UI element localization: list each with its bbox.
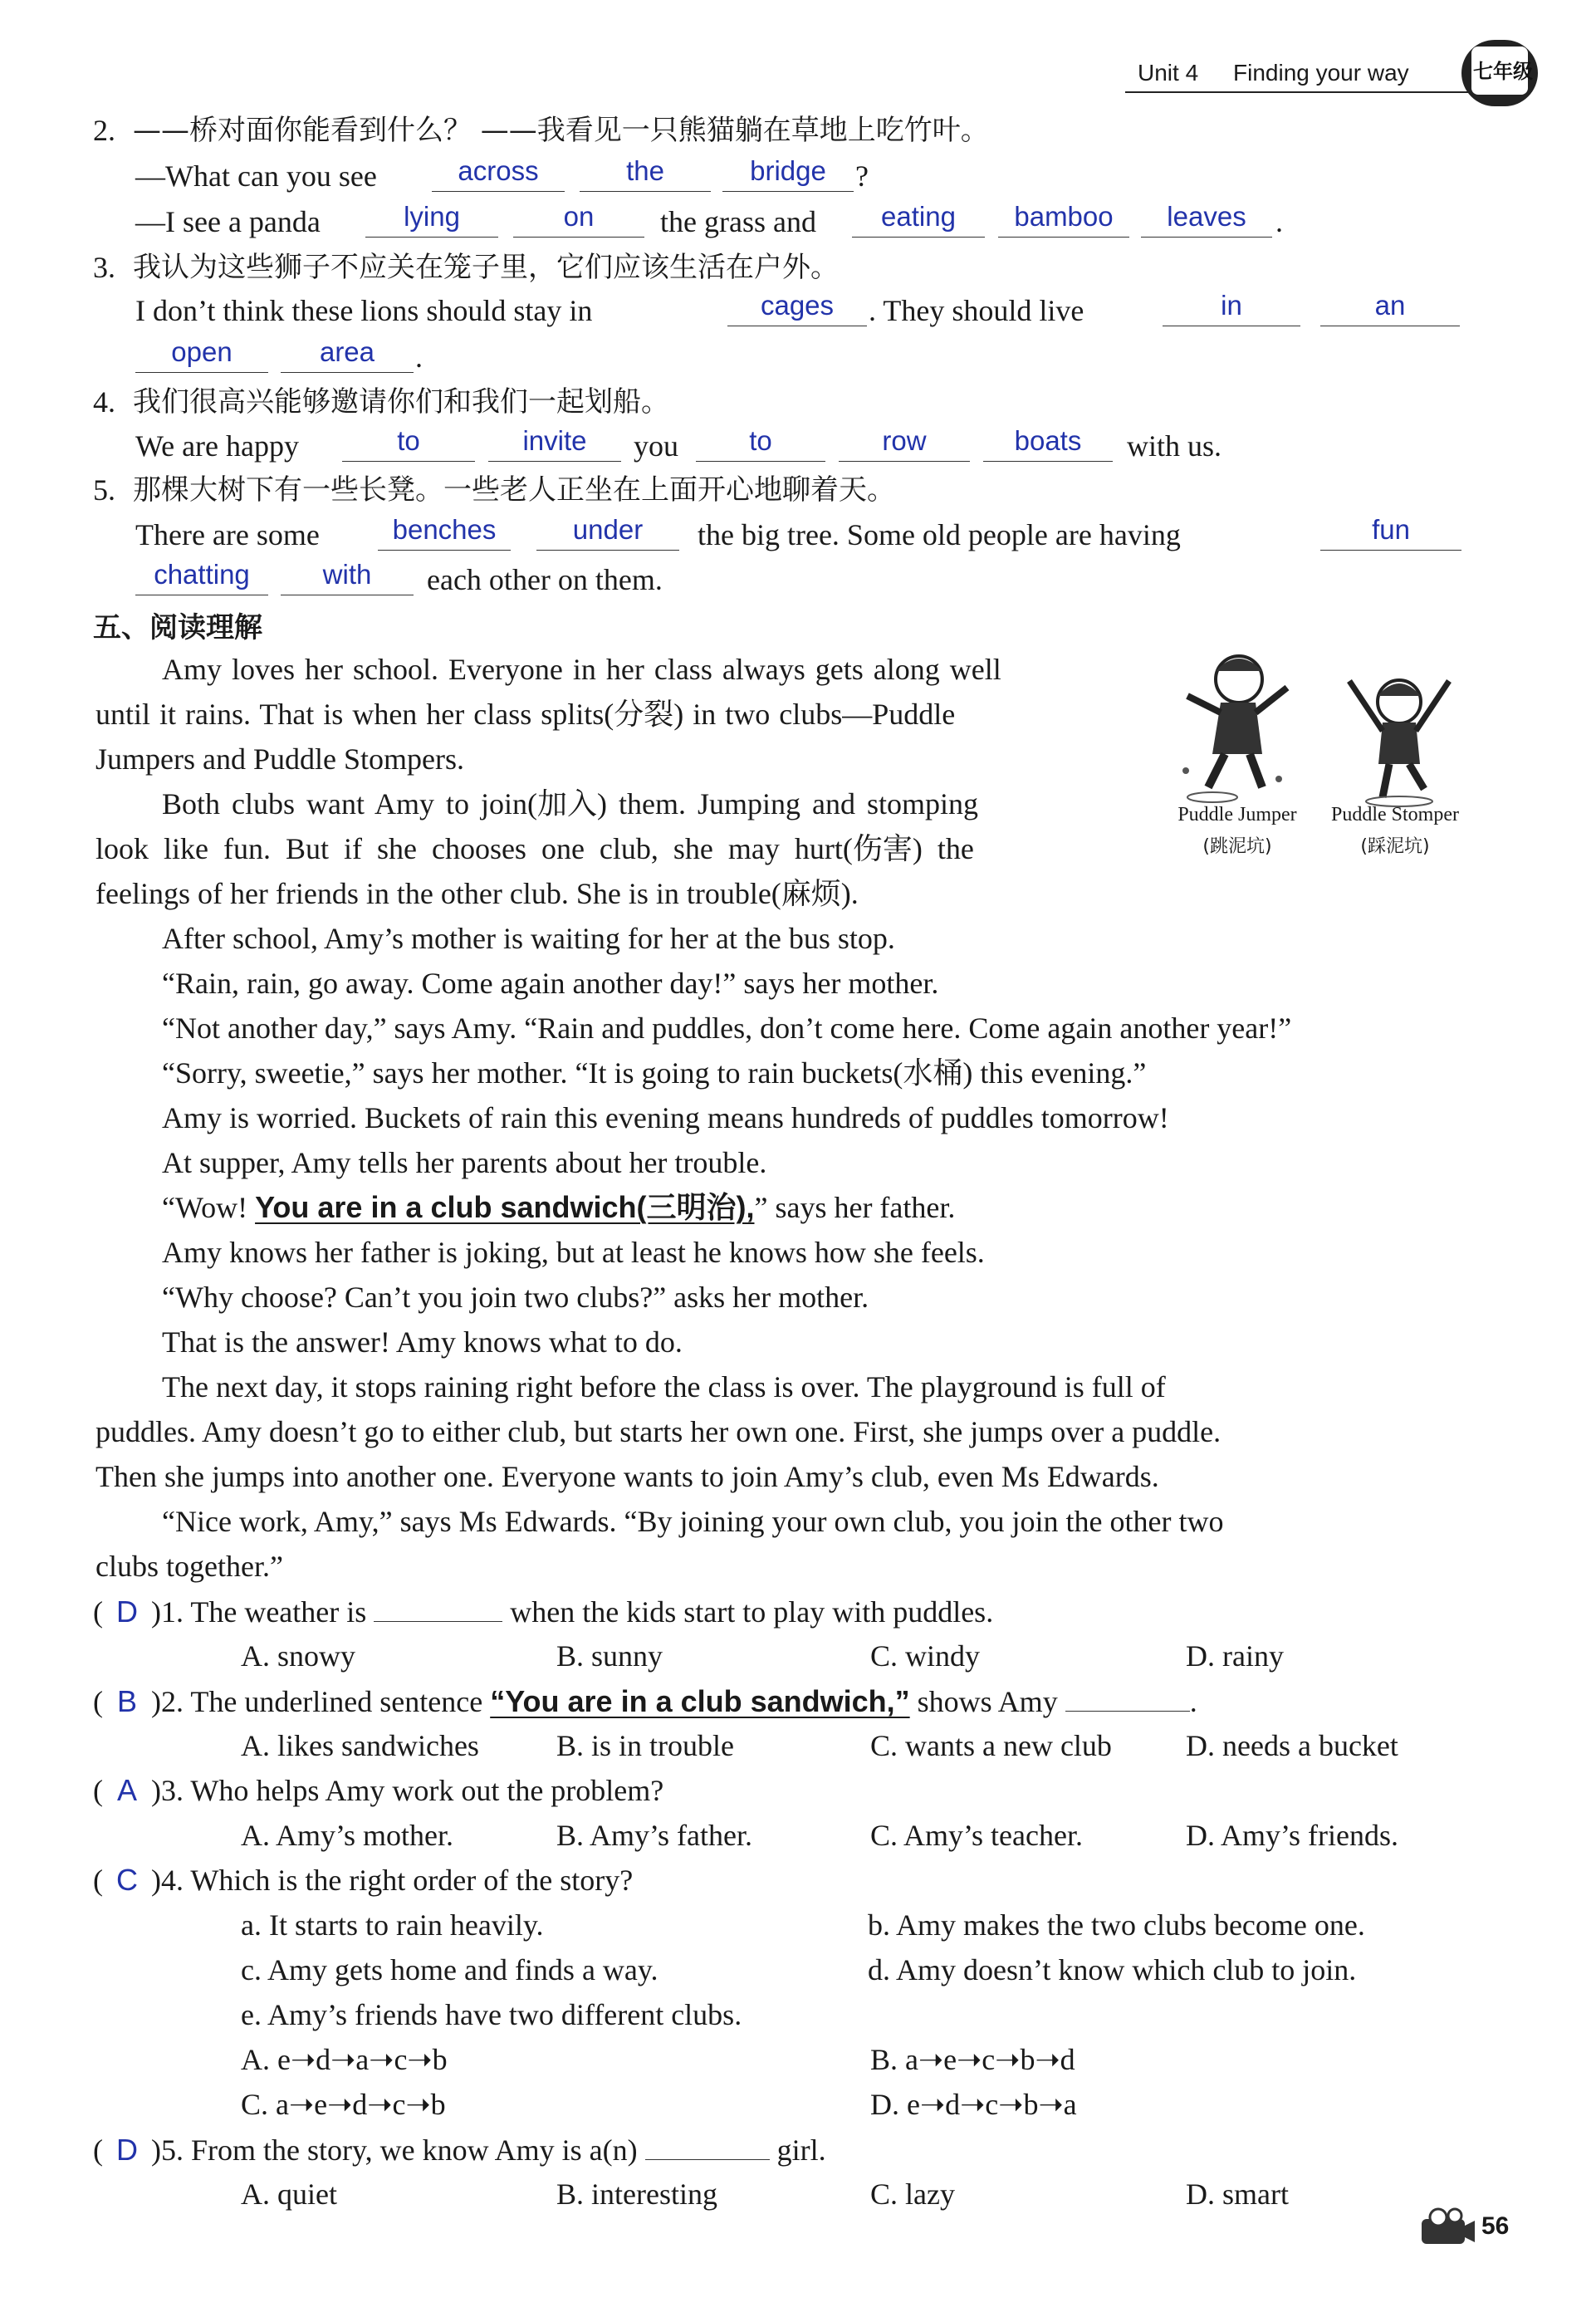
q3-chinese: 我认为这些狮子不应关在笼子里，它们应该生活在户外。 [133,251,839,284]
header-rule [1125,91,1474,93]
story-item: a. It starts to rain heavily. [241,1908,544,1942]
caption-jumper: Puddle Jumper [1177,804,1297,825]
question-answer[interactable]: D [116,1594,138,1629]
underlined-sentence: You are in a club sandwich(三明治), [255,1190,755,1224]
answer-blank[interactable] [1065,1683,1190,1712]
header-title: Finding your way [1233,60,1409,86]
option[interactable]: B. is in trouble [556,1729,734,1762]
q5-line1-a: There are some [135,518,320,551]
grade-badge [1461,40,1538,106]
answer-blank[interactable]: open [135,336,268,373]
answer-blank[interactable]: under [536,513,679,551]
q2-number: 2. [93,114,115,147]
option[interactable]: B. a➝e➝c➝b➝d [870,2043,1075,2076]
answer-blank[interactable]: across [432,154,565,192]
paren: ( [93,1774,103,1807]
puddle-jumper-illustration [1163,646,1308,808]
option[interactable]: D. needs a bucket [1186,1729,1398,1762]
question-stem-end: . [1189,1685,1197,1718]
option[interactable]: D. Amy’s friends. [1186,1819,1398,1852]
passage-line: puddles. Amy doesn’t go to either club, but starts her own one. First, she jumps over a puddle. [95,1415,1221,1448]
question-stem: The weather is [190,1595,367,1629]
passage-line: clubs together.” [95,1550,283,1583]
wow-tail: ” says her father. [754,1191,956,1224]
section-title: 五、阅读理解 [93,611,262,644]
story-item: d. Amy doesn’t know which club to join. [868,1953,1357,1986]
answer-blank[interactable]: to [696,424,825,462]
option[interactable]: D. e➝d➝c➝b➝a [870,2088,1077,2121]
passage-line: look like fun. But if she chooses one club, she may hurt(伤害) the [95,832,974,865]
paren: ( [93,1864,103,1897]
passage-line: The next day, it stops raining right before the class is over. The playground is full of [162,1370,1166,1403]
q5-line2-a: each other on them. [427,563,663,596]
answer-blank[interactable]: fun [1320,513,1461,551]
q2-chinese: ——桥对面你能看到什么？ ——我看见一只熊猫躺在草地上吃竹叶。 [133,114,989,147]
answer-blank[interactable]: area [281,336,414,373]
q2-line2-b: the grass and [660,205,816,238]
question-2 [93,1683,1197,1720]
paren: ( [93,1685,103,1718]
question-stem-tail: when the kids start to play with puddles. [510,1595,994,1629]
option[interactable]: C. lazy [870,2177,955,2211]
question-5 [93,2131,826,2168]
q2-line2-c: . [1275,205,1283,238]
question-stem: From the story, we know Amy is a(n) [191,2133,638,2167]
option[interactable]: B. interesting [556,2177,717,2211]
answer-blank[interactable] [645,2131,770,2160]
q4-number: 4. [93,385,115,419]
paren: ( [93,1595,103,1629]
answer-blank[interactable]: chatting [135,558,268,595]
q3-line1-a: I don’t think these lions should stay in [135,294,593,327]
q3-line1-b: . They should live [869,294,1084,327]
passage-line: After school, Amy’s mother is waiting for her at the bus stop. [162,922,895,955]
option[interactable]: D. rainy [1186,1639,1284,1673]
passage-line: Amy loves her school. Everyone in her class always gets along well [162,653,1001,686]
answer-blank[interactable]: bridge [722,154,854,192]
answer-blank[interactable]: eating [852,200,985,238]
question-4 [93,1862,633,1898]
question-answer[interactable]: D [116,2133,138,2167]
q2-line1-b: ? [855,159,869,193]
answer-blank[interactable]: to [342,424,475,462]
answer-blank[interactable]: bamboo [998,200,1129,238]
answer-blank[interactable]: row [839,424,970,462]
option[interactable]: A. likes sandwiches [241,1729,479,1762]
grade-label: 七年级 [1473,60,1533,83]
question-number: )5. [151,2133,184,2167]
passage-line: “Rain, rain, go away. Come again another day!” says her mother. [162,967,939,1000]
passage-line: “Sorry, sweetie,” says her mother. “It is going to rain buckets(水桶) this evening.” [162,1056,1147,1090]
story-item: e. Amy’s friends have two different clubs. [241,1998,742,2031]
question-stem-bold: “You are in a club sandwich,” [490,1684,910,1718]
passage-line: At supper, Amy tells her parents about her trouble. [162,1146,767,1179]
page-number: 56 [1481,2212,1510,2240]
question-number: )3. [151,1774,184,1807]
question-number: )2. [151,1685,184,1718]
answer-blank[interactable]: an [1320,289,1460,326]
caption-stomper: Puddle Stomper [1331,804,1459,825]
passage-line: “Why choose? Can’t you join two clubs?” asks her mother. [162,1281,869,1314]
option[interactable]: A. quiet [241,2177,337,2211]
question-answer[interactable]: C [116,1863,138,1897]
q4-line1-a: We are happy [135,429,299,463]
wow-lead: “Wow! [162,1191,256,1224]
question-stem: Who helps Amy work out the problem? [190,1774,664,1807]
q5-chinese: 那棵大树下有一些长凳。一些老人正坐在上面开心地聊着天。 [133,473,895,507]
passage-line: That is the answer! Amy knows what to do. [162,1325,683,1359]
passage-line: Jumpers and Puddle Stompers. [95,742,464,776]
q3-number: 3. [93,251,115,284]
option[interactable]: C. wants a new club [870,1729,1112,1762]
question-stem: Which is the right order of the story? [190,1864,634,1897]
option[interactable]: A. snowy [241,1639,356,1673]
q2-line1-a: —What can you see [135,159,377,193]
header-unit: Unit 4 [1138,60,1199,86]
passage-line: Amy is worried. Buckets of rain this evening means hundreds of puddles tomorrow! [162,1101,1169,1134]
question-number: )1. [151,1595,184,1629]
caption-jumper-cn: (跳泥坑) [1202,836,1272,857]
option[interactable]: B. sunny [556,1639,663,1673]
answer-blank[interactable]: benches [378,513,511,551]
passage-line: “Nice work, Amy,” says Ms Edwards. “By joining your own club, you join the other two [162,1505,1224,1538]
passage-line: feelings of her friends in the other club. She is in trouble(麻烦). [95,877,859,910]
answer-blank[interactable] [374,1593,502,1622]
question-stem-tail: girl. [776,2133,826,2167]
puddle-stomper-illustration [1333,664,1466,810]
caption-stomper-cn: (踩泥坑) [1360,836,1430,857]
passage-line: until it rains. That is when her class splits(分裂) in two clubs—Puddle [95,698,956,731]
answer-blank[interactable]: boats [983,424,1113,462]
q4-chinese: 我们很高兴能够邀请你们和我们一起划船。 [133,385,669,419]
option[interactable]: B. Amy’s father. [556,1819,752,1852]
q5-line1-b: the big tree. Some old people are having [698,518,1181,551]
option[interactable]: A. Amy’s mother. [241,1819,454,1852]
answer-blank[interactable]: lying [365,200,498,238]
answer-blank[interactable]: the [580,154,711,192]
q5-number: 5. [93,473,115,507]
question-1 [93,1593,993,1630]
answer-blank[interactable]: in [1163,289,1300,326]
question-answer[interactable]: B [116,1684,137,1718]
question-stem: The underlined sentence [190,1685,491,1718]
answer-blank[interactable]: cages [727,289,867,326]
answer-blank[interactable]: invite [488,424,621,462]
option[interactable]: D. smart [1186,2177,1289,2211]
question-stem-mid: shows Amy [909,1685,1058,1718]
answer-blank[interactable]: on [513,200,644,238]
option[interactable]: C. windy [870,1639,981,1673]
passage-line: “Not another day,” says Amy. “Rain and puddles, don’t come here. Come again another year!” [162,1012,1292,1045]
paren: ( [93,2133,103,2167]
option[interactable]: C. Amy’s teacher. [870,1819,1083,1852]
q4-line1-c: with us. [1127,429,1222,463]
q4-line1-b: you [634,429,678,463]
option[interactable]: C. a➝e➝d➝c➝b [241,2088,446,2121]
camera-icon [1418,2207,1476,2246]
question-3 [93,1772,663,1809]
q3-line2-end: . [415,340,423,374]
question-number: )4. [151,1864,184,1897]
passage-line: Amy knows her father is joking, but at least he knows how she feels. [162,1236,985,1269]
answer-blank[interactable]: with [281,558,414,595]
passage-line-wow [162,1189,955,1226]
q2-line2-a: —I see a panda [135,205,321,238]
story-item: b. Amy makes the two clubs become one. [868,1908,1365,1942]
question-answer[interactable]: A [116,1773,137,1807]
passage-line: Then she jumps into another one. Everyone wants to join Amy’s club, even Ms Edwards. [95,1460,1159,1493]
story-item: c. Amy gets home and finds a way. [241,1953,658,1986]
option[interactable]: A. e➝d➝a➝c➝b [241,2043,448,2076]
passage-line: Both clubs want Amy to join(加入) them. Jumping and stomping [162,787,978,821]
answer-blank[interactable]: leaves [1141,200,1272,238]
